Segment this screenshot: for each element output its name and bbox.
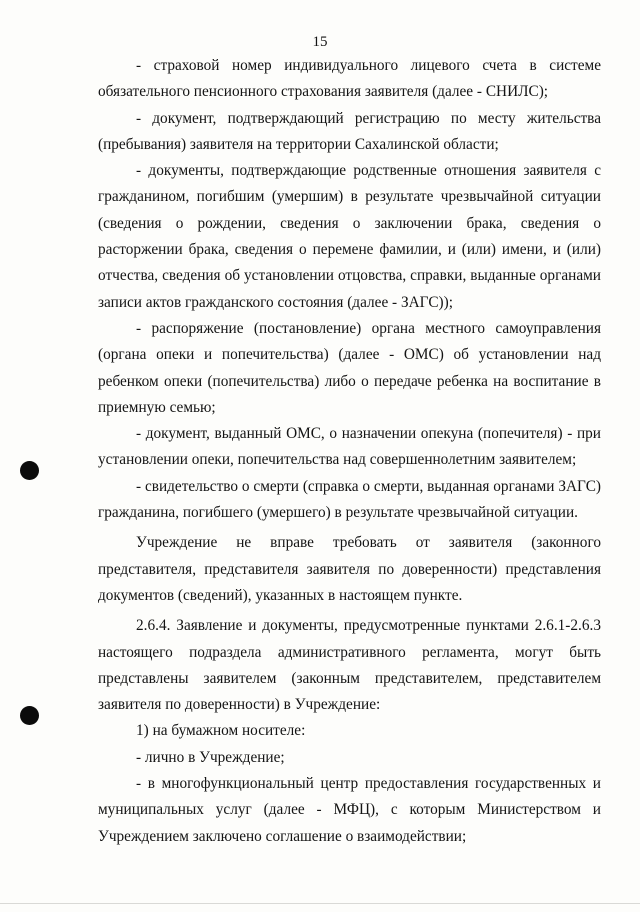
paragraph-snils: - страховой номер индивидуального лицевого счета в системе обязательного пенсионного страхования заявителя (далее - СНИЛС);	[98, 57, 601, 101]
paragraph-in-person: - лично в Учреждение;	[136, 748, 285, 766]
page-number: 15	[312, 34, 328, 50]
paragraph-no-request-rule: Учреждение не вправе требовать от заявителя (законного представителя, представителя заявителя по доверенности) представления документов (сведений), указанных в настоящем пункте.	[98, 534, 601, 604]
paragraph-registration: - документ, подтверждающий регистрацию по месту жительства (пребывания) заявителя на территории Сахалинской области;	[98, 109, 601, 153]
paragraph-death-certificate: - свидетельство о смерти (справка о смерти, выданная органами ЗАГС) гражданина, погибшего (умершего) в результате чрезвычайной ситуации.	[98, 477, 601, 522]
document-body	[98, 53, 601, 850]
paragraph-paper-medium: 1) на бумажном носителе:	[136, 722, 306, 740]
binder-hole-mark	[20, 461, 39, 480]
paragraph-section-2-6-4: 2.6.4. Заявление и документы, предусмотренные пунктами 2.6.1-2.6.3 настоящего подраздела административного регламента, могут быть представлены заявителем (законным представителем, представителем заявителя по доверенности) в Учреждение:	[98, 617, 601, 714]
scan-edge-line	[0, 903, 640, 904]
paragraph-kinship-documents: - документы, подтверждающие родственные отношения заявителя с гражданином, погибшим (умершим) в результате чрезвычайной ситуации (сведения о рождении, сведения о заключении брака, сведения о расторжении брака, сведения о перемене фамилии, и (или) имени, и (или) отчества, сведения об установлении отцовства, справки, выданные органами записи актов гражданского состояния (далее - ЗАГС));	[98, 162, 601, 311]
paragraph-mfc: - в многофункциональный центр предоставления государственных и муниципальных услуг (далее - МФЦ), с которым Министерством и Учреждением заключено соглашение о взаимодействии;	[98, 775, 601, 845]
paragraph-guardian-appointment: - документ, выданный ОМС, о назначении опекуна (попечителя) - при установлении опеки, попечительства над совершеннолетним заявителем;	[98, 425, 601, 469]
paragraph-guardianship-order: - распоряжение (постановление) органа местного самоуправления (органа опеки и попечительства) (далее - ОМС) об установлении над ребенком опеки (попечительства) либо о передаче ребенка на воспитание в приемную семью;	[98, 319, 601, 416]
binder-hole-mark	[20, 706, 39, 725]
